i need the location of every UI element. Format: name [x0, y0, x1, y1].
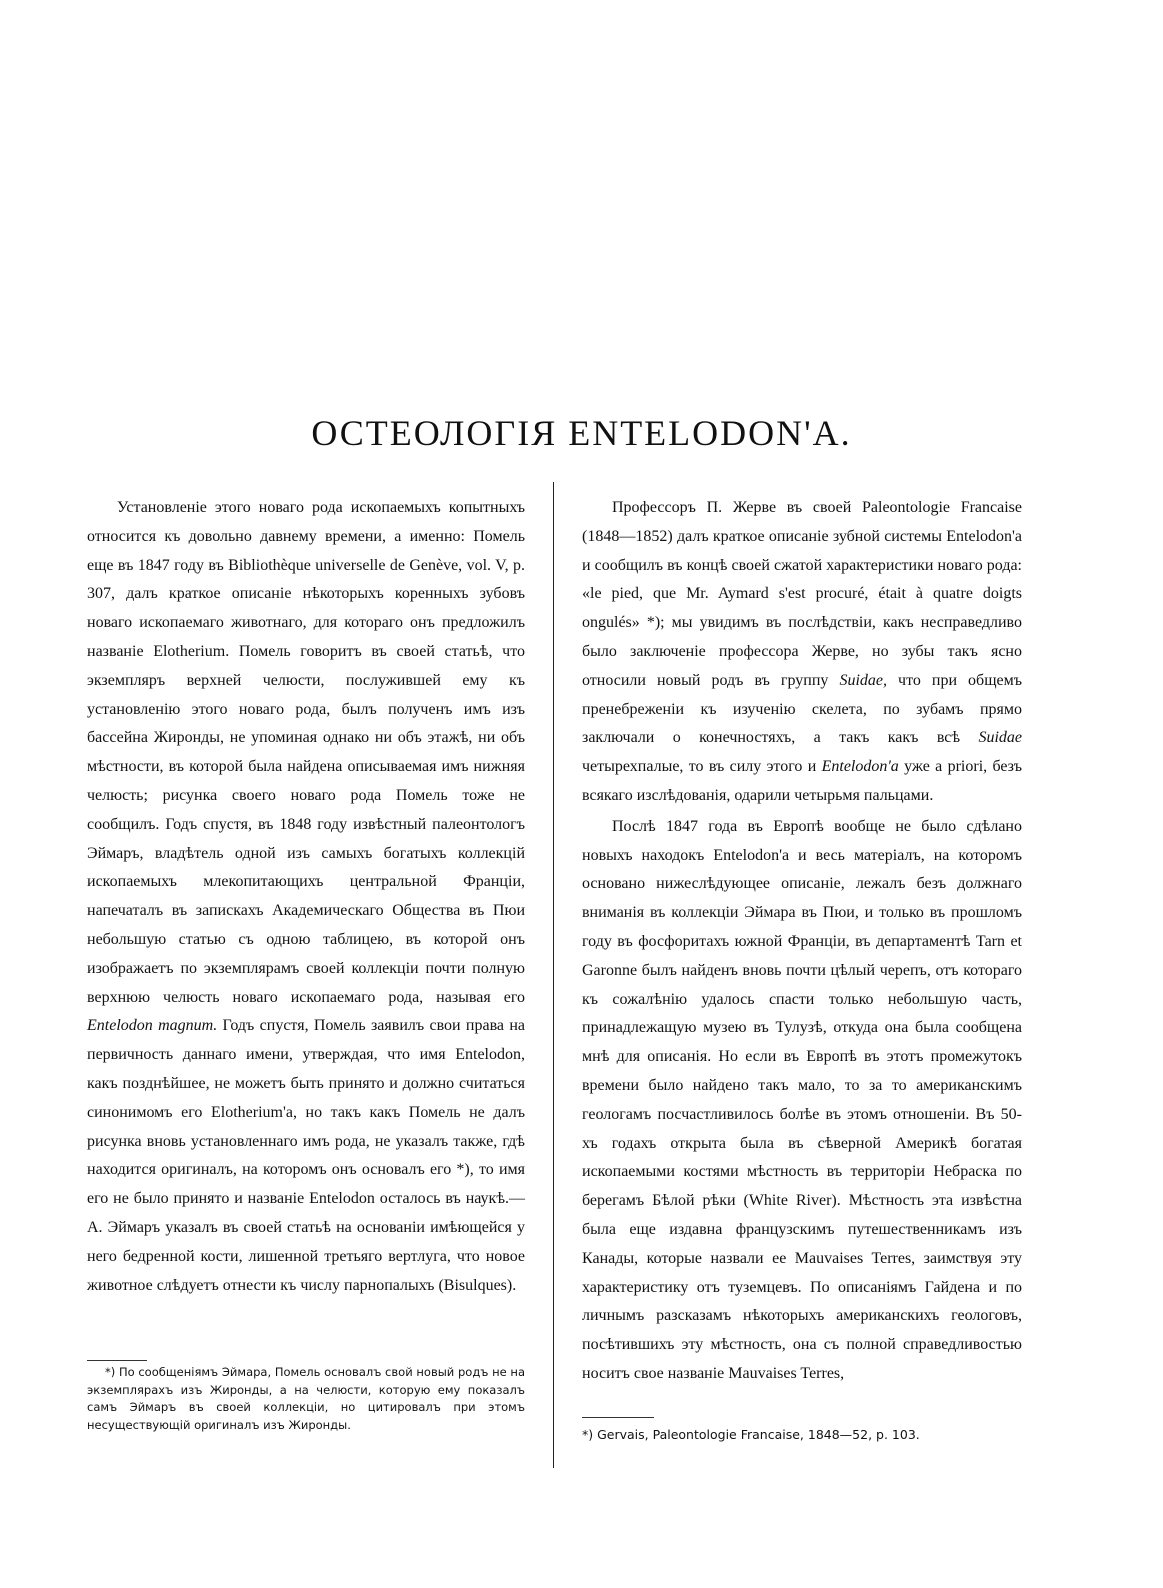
page-title: ОСТЕОЛОГІЯ ENTELODON'А. — [311, 413, 852, 453]
right-p1-suidae2: Suidae — [978, 729, 1022, 747]
right-column — [582, 494, 1022, 1389]
right-p1-a: Профессоръ П. Жерве въ своей Paleontologie Francaise (1848—1852) далъ краткое описаніе зубной системы Entelodon'а и сообщилъ въ концѣ своей сжатой характеристики новаго рода: «le pied, que Mr. Aymard s'est procuré, était à quatre doigts ongulés» *); мы увидимъ въ послѣдствіи, какъ несправедливо было заключеніе профессора Жерве, но зубы такъ ясно относили новый родъ въ группу — [582, 499, 1022, 689]
right-paragraph-2: Послѣ 1847 года въ Европѣ вообще не было сдѣлано новыхъ находокъ Entelodon'а и весь матеріалъ, на которомъ основано нижеслѣдующее описаніе, лежалъ безъ должнаго вниманія въ коллекціи Эймара въ Пюи, и только въ прошломъ году въ фосфоритахъ южной Франціи, въ департаментѣ Tarn et Garonne былъ найденъ вновь почти цѣлый черепъ, отъ котораго къ сожалѣнію удалось спасти только небольшую часть, принадлежащую музею въ Тулузѣ, откуда она была сообщена мнѣ для описанія. Но если въ Европѣ въ этотъ промежутокъ времени было найдено такъ мало, то за то американскимъ геологамъ посчастливилось болѣе въ этомъ отношеніи. Въ 50-хъ годахъ открыта была въ сѣверной Америкѣ богатая ископаемыми костями мѣстность въ территоріи Небраска по берегамъ Бѣлой рѣки (White River). Мѣстность эта извѣстна была еще издавна французскимъ путешественникамъ изъ Канады, которые назвали ее Mauvaises Terres, заимствуя эту характеристику отъ туземцевъ. По описаніямъ Гайдена и по личнымъ разсказамъ нѣкоторыхъ американскихъ геологовъ, посѣтившихъ эту мѣстность, она съ полной справедливостью носитъ свое названіе Mauvaises Terres, — [582, 817, 1022, 1382]
left-footnote-rule — [87, 1360, 147, 1361]
left-italic-genus: Entelodon magnum. — [87, 1017, 218, 1035]
right-footnote-text: *) Gervais, Paleontologie Francaise, 1848—52, p. 103. — [582, 1427, 920, 1442]
right-p1-entelodon: Entelodon'а — [821, 758, 899, 776]
right-footnote-rule — [582, 1417, 654, 1418]
right-p1-d: уже a priori, безъ всякаго изслѣдованія, одарили четырьмя пальцами. — [582, 758, 1023, 804]
left-footnote-text: *) По сообщеніямъ Эймара, Помель основалъ свой новый родъ не на экземплярахъ изъ Жиронды, а на челюсти, которую ему показалъ самъ Эймаръ въ своей коллекціи, но цитировалъ при этомъ несуществующій оригиналъ изъ Жиронды. — [87, 1365, 525, 1432]
left-paragraph-1-text: Установленіе этого новаго рода ископаемыхъ копытныхъ относится къ довольно давнему времени, а именно: Помель еще въ 1847 году въ Bibliothèque universelle de Genève, vol. V, p. 307, далъ краткое описаніе нѣкоторыхъ коренныхъ зубовъ новаго ископаемаго животнаго, для котораго онъ предложилъ названіе Elotherium. Помель говоритъ въ своей статьѣ, что экземпляръ верхней челюсти, послужившей ему къ установленію этого новаго рода, былъ полученъ имъ изъ бассейна Жиронды, не упоминая однако ни объ этажѣ, ни объ мѣстности, въ которой была найдена описываемая имъ нижняя челюсть; рисунка своего новаго рода Помель тоже не сообщилъ. Годъ спустя, въ 1848 году извѣстный палеонтологъ Эймаръ, владѣтель одной изъ самыхъ богатыхъ коллекцій ископаемыхъ млекопитающихъ центральной Франціи, напечаталъ въ запискахъ Академическаго Общества въ Пюи небольшую статью съ одною таблицею, въ которой онъ изображаетъ по экземплярамъ своей коллекціи почти полную верхнюю челюсть новаго ископаемаго рода, называя его — [87, 499, 525, 1006]
column-divider — [553, 482, 554, 1468]
left-footnote — [87, 1364, 525, 1434]
right-p1-c: четырехпалые, то въ силу этого и — [582, 758, 817, 776]
left-column — [87, 494, 525, 1300]
right-p1-suidae: Suidae, — [839, 671, 887, 689]
right-paragraph-1 — [582, 494, 1022, 811]
right-p1-b: что при общемъ пренебреженіи къ изученію скелета, по зубамъ прямо заключали о конечностяхъ, а такъ какъ всѣ — [582, 671, 1023, 747]
left-paragraph-1-tail: Годъ спустя, Помель заявилъ свои права на первичность даннаго имени, утверждая, что имя Entelodon, какъ позднѣйшее, не можетъ быть принято и должно считаться синонимомъ его Elotherium'а, но такъ какъ Помель не далъ рисунка вновь установленнаго имъ рода, не указалъ также, гдѣ находится оригиналъ, на которомъ онъ основалъ его *), то имя его не было принято и названіе Entelodon осталось въ наукѣ.—А. Эймаръ указалъ въ своей статьѣ на основаніи имѣющейся у него бедренной кости, лишенной третьяго вертлуга, что новое животное слѣдуетъ отнести къ числу парнопалыхъ (Bisulques). — [87, 1017, 525, 1294]
right-footnote — [582, 1426, 1022, 1444]
left-paragraph-1 — [87, 494, 525, 1300]
